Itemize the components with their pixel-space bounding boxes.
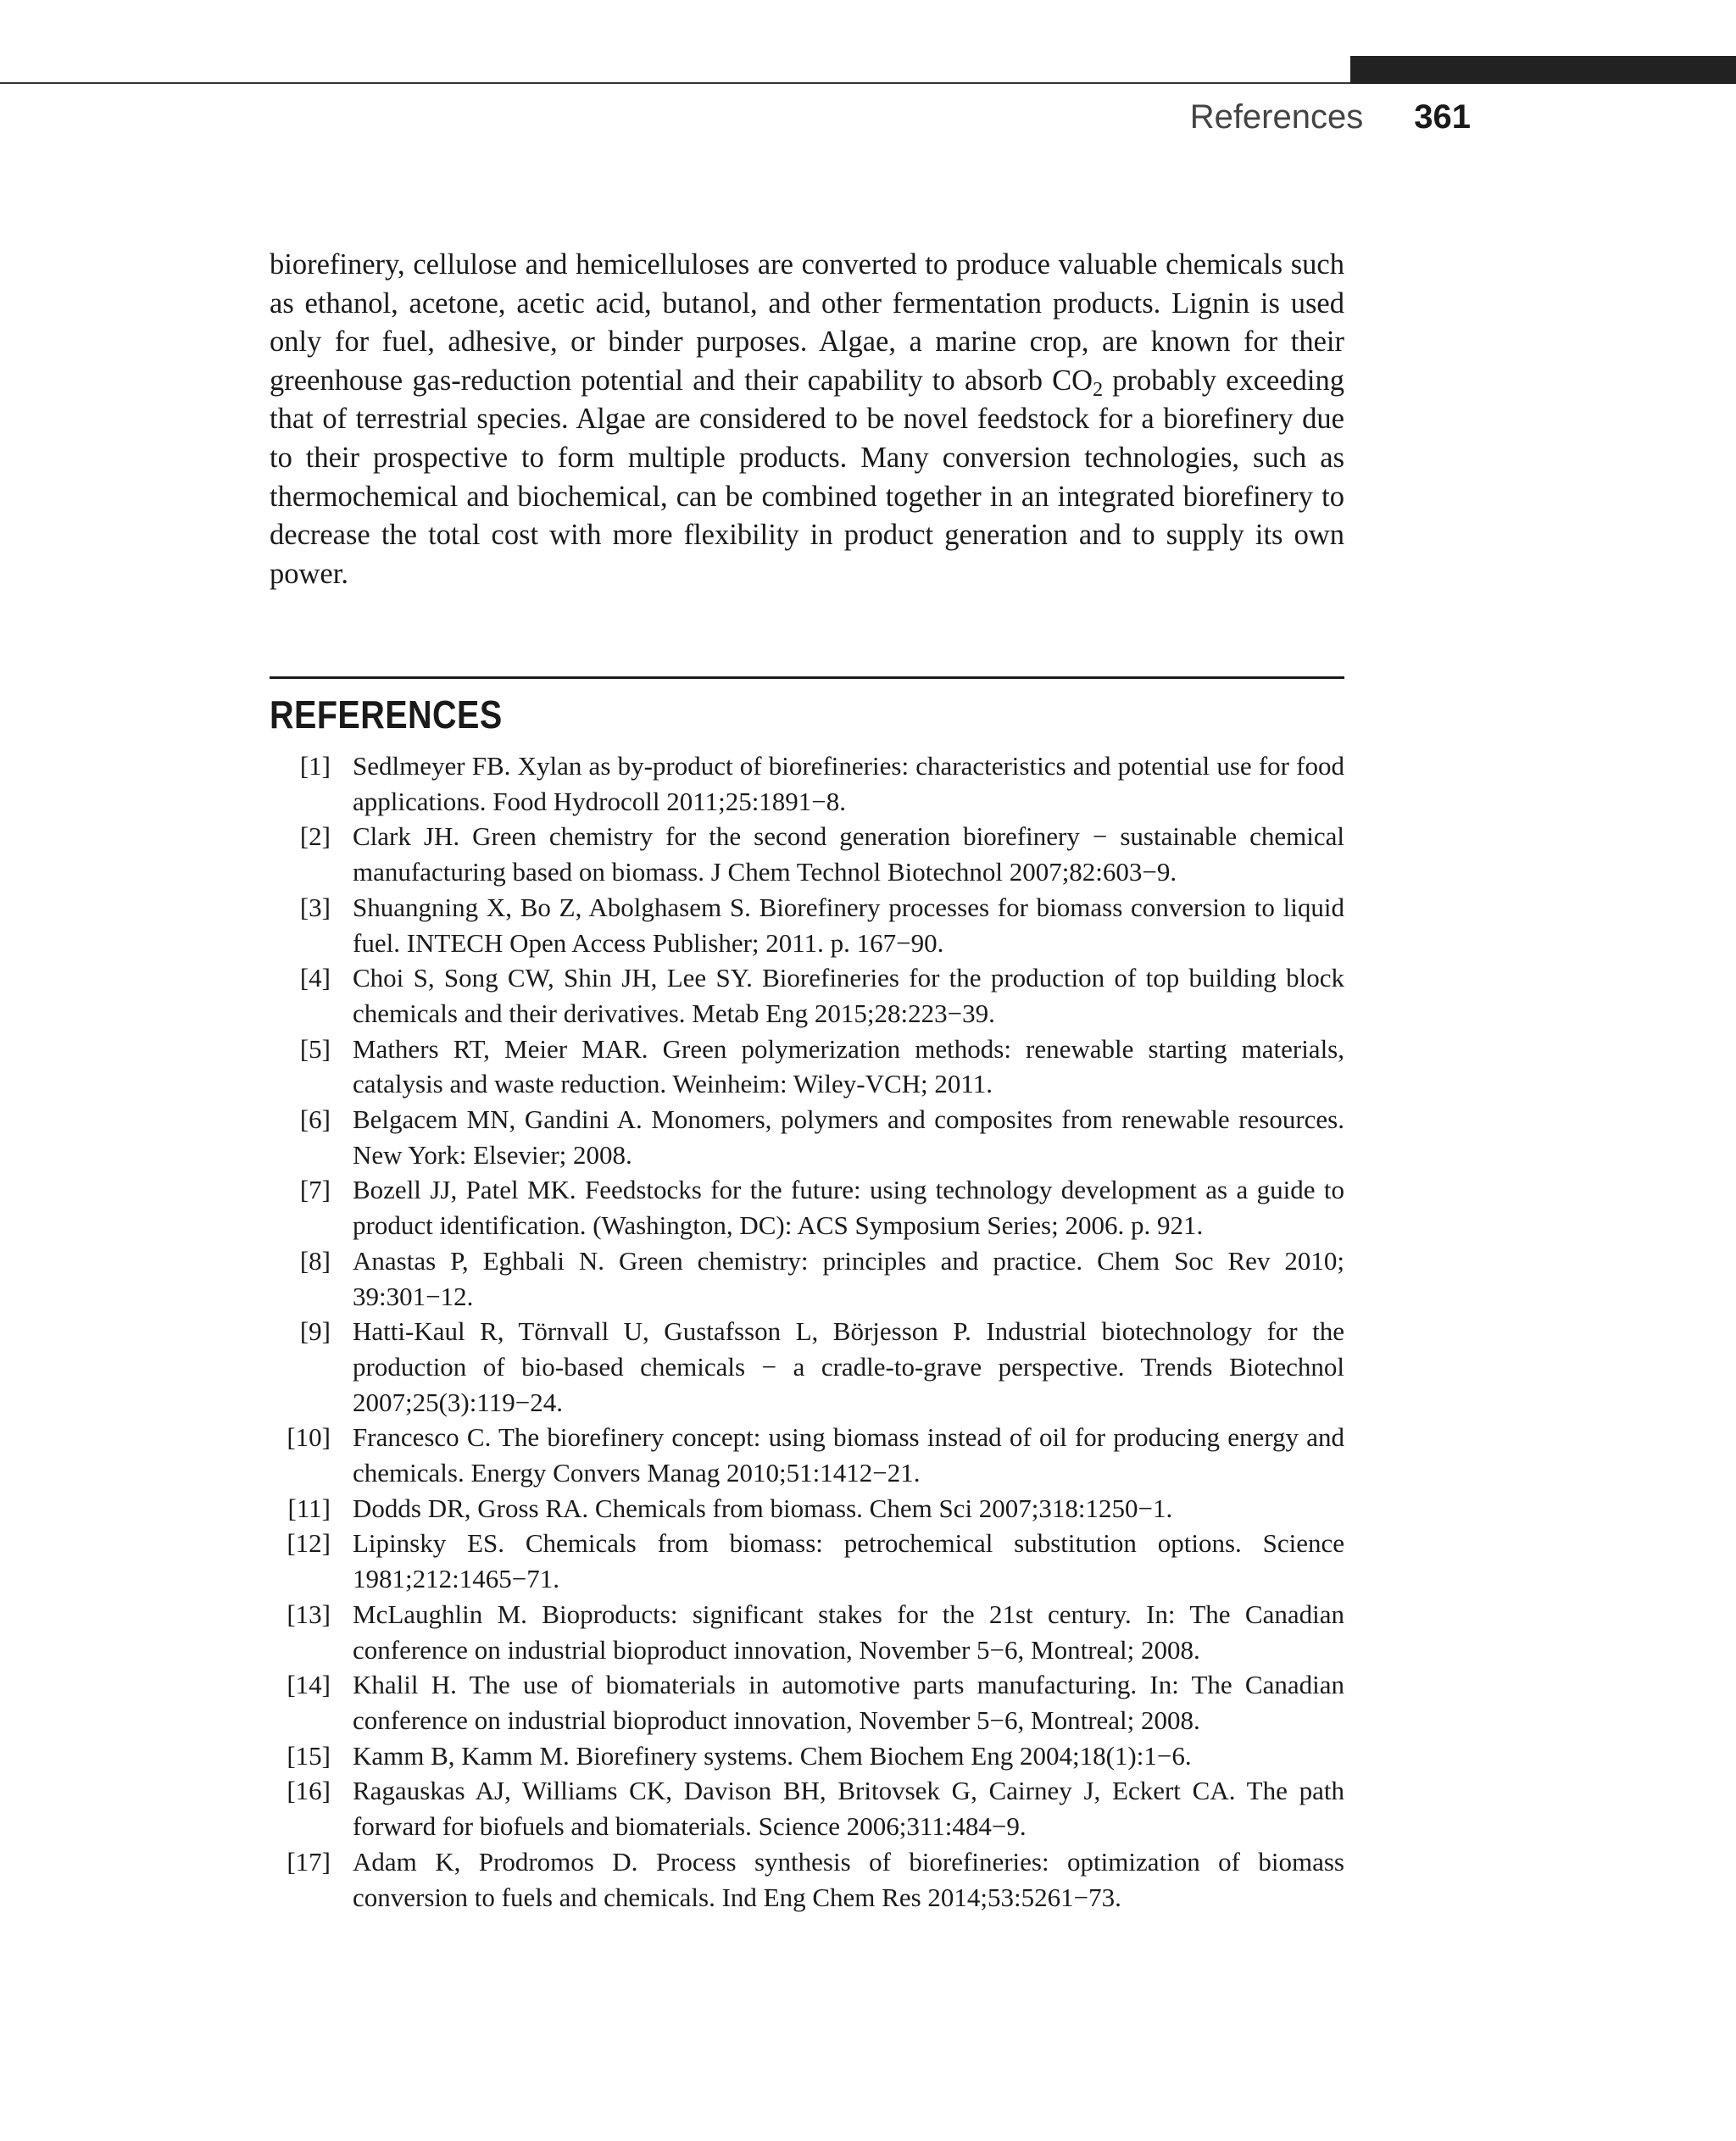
- reference-text: Hatti-Kaul R, Törnvall U, Gustafsson L, Börjesson P. Industrial biotechnology for the production of bio-based chemicals − a cradle-to-grave perspective. Trends Biotechnol 2007;25(3):119−24.: [353, 1316, 1344, 1417]
- reference-number: [7]: [299, 1175, 331, 1205]
- reference-item: [270, 890, 1344, 960]
- reference-item: [270, 1738, 1344, 1774]
- reference-number: [12]: [287, 1528, 331, 1559]
- reference-number: [10]: [287, 1422, 331, 1453]
- reference-list: [270, 748, 1344, 1915]
- reference-text: Bozell JJ, Patel MK. Feedstocks for the future: using technology development as a guide to product identification. (Washington, DC): ACS Symposium Series; 2006. p. 921.: [353, 1175, 1344, 1241]
- page-number: 361: [1414, 98, 1471, 136]
- reference-number: [1]: [299, 751, 331, 781]
- reference-number: [15]: [287, 1740, 331, 1771]
- references-heading: REFERENCES: [270, 692, 503, 737]
- reference-number: [16]: [287, 1776, 331, 1806]
- running-head-title: References: [1189, 98, 1364, 136]
- reference-text: Francesco C. The biorefinery concept: using biomass instead of oil for producing energy and chemicals. Energy Convers Manag 2010;51:1412−21.: [353, 1422, 1344, 1488]
- reference-item: [270, 1491, 1344, 1527]
- reference-text: Adam K, Prodromos D. Process synthesis of biorefineries: optimization of biomass conversion to fuels and chemicals. Ind Eng Chem Res 2014;53:5261−73.: [353, 1846, 1344, 1912]
- reference-text: Khalil H. The use of biomaterials in automotive parts manufacturing. In: The Canadian conference on industrial bioproduct innovation, November 5−6, Montreal; 2008.: [353, 1670, 1344, 1735]
- reference-item: [270, 1773, 1344, 1843]
- reference-text: Kamm B, Kamm M. Biorefinery systems. Chem Biochem Eng 2004;18(1):1−6.: [353, 1740, 1192, 1771]
- reference-text: Belgacem MN, Gandini A. Monomers, polymers and composites from renewable resources. New York: Elsevier; 2008.: [353, 1104, 1344, 1170]
- reference-number: [11]: [287, 1493, 331, 1523]
- reference-number: [6]: [299, 1104, 331, 1135]
- reference-item: [270, 1314, 1344, 1420]
- reference-item: [270, 1420, 1344, 1490]
- body-paragraph: [270, 246, 1344, 593]
- reference-text: Sedlmeyer FB. Xylan as by-product of biorefineries: characteristics and potential use for food applications. Food Hydrocoll 2011;25:1891−8.: [353, 751, 1344, 816]
- reference-text: McLaughlin M. Bioproducts: significant stakes for the 21st century. In: The Canadian conference on industrial bioproduct innovation, November 5−6, Montreal; 2008.: [353, 1599, 1344, 1665]
- body-text-part2: probably exceeding that of terrestrial species. Algae are considered to be novel feedstock for a biorefinery due to their prospective to form multiple products. Many conversion technologies, such as thermochemical and biochemical, can be combined together in an integrated biorefinery to decrease the total cost with more flexibility in product generation and to supply its own power.: [270, 364, 1344, 590]
- reference-number: [4]: [299, 963, 331, 993]
- co2-subscript: 2: [1093, 378, 1104, 401]
- reference-text: Anastas P, Eghbali N. Green chemistry: principles and practice. Chem Soc Rev 2010; 39:301−12.: [353, 1245, 1344, 1311]
- reference-item: [270, 1667, 1344, 1738]
- reference-number: [2]: [299, 821, 331, 852]
- header-bar: [1350, 56, 1736, 84]
- reference-text: Lipinsky ES. Chemicals from biomass: petrochemical substitution options. Science 1981;212:1465−71.: [353, 1528, 1344, 1594]
- reference-number: [9]: [299, 1316, 331, 1347]
- reference-item: [270, 1102, 1344, 1172]
- reference-number: [13]: [287, 1599, 331, 1629]
- reference-text: Mathers RT, Meier MAR. Green polymerization methods: renewable starting materials, catalysis and waste reduction. Weinheim: Wiley-VCH; 2011.: [353, 1033, 1344, 1099]
- reference-text: Dodds DR, Gross RA. Chemicals from biomass. Chem Sci 2007;318:1250−1.: [353, 1493, 1173, 1523]
- section-rule: [270, 676, 1344, 679]
- reference-item: [270, 748, 1344, 819]
- reference-item: [270, 1172, 1344, 1243]
- reference-item: [270, 1032, 1344, 1102]
- reference-text: Ragauskas AJ, Williams CK, Davison BH, Britovsek G, Cairney J, Eckert CA. The path forward for biofuels and biomaterials. Science 2006;311:484−9.: [353, 1776, 1344, 1842]
- reference-text: Choi S, Song CW, Shin JH, Lee SY. Biorefineries for the production of top building block chemicals and their derivatives. Metab Eng 2015;28:223−39.: [353, 963, 1344, 1028]
- running-head: [1190, 93, 1471, 141]
- reference-number: [3]: [299, 892, 331, 922]
- reference-number: [5]: [299, 1033, 331, 1064]
- reference-item: [270, 1243, 1344, 1314]
- reference-number: [14]: [287, 1670, 331, 1700]
- reference-item: [270, 1597, 1344, 1667]
- reference-item: [270, 1526, 1344, 1596]
- reference-item: [270, 960, 1344, 1031]
- body-text-part1: biorefinery, cellulose and hemicelluloses are converted to produce valuable chemicals such as ethanol, acetone, acetic acid, butanol, and other fermentation products. Lignin is used only for fuel, adhesive, or binder purposes. Algae, a marine crop, are known for their greenhouse gas-reduction potential and their capability to absorb CO: [270, 248, 1344, 397]
- reference-text: Clark JH. Green chemistry for the second generation biorefinery − sustainable chemical manufacturing based on biomass. J Chem Technol Biotechnol 2007;82:603−9.: [353, 821, 1344, 887]
- reference-text: Shuangning X, Bo Z, Abolghasem S. Biorefinery processes for biomass conversion to liquid fuel. INTECH Open Access Publisher; 2011. p. 167−90.: [353, 892, 1344, 958]
- reference-item: [270, 819, 1344, 889]
- reference-number: [8]: [299, 1245, 331, 1276]
- reference-item: [270, 1844, 1344, 1915]
- reference-number: [17]: [287, 1846, 331, 1877]
